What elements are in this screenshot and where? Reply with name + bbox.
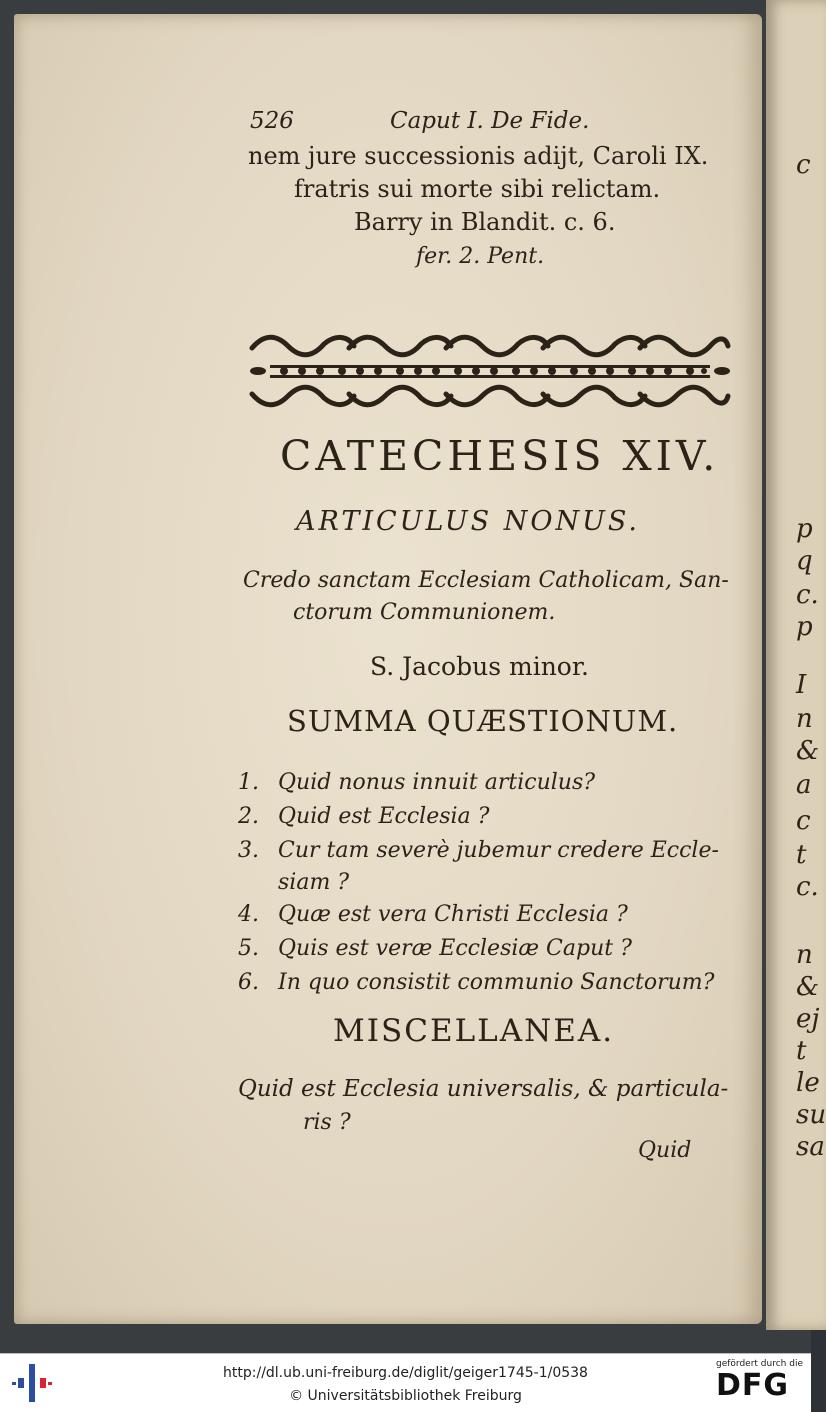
facing-page-fragment: le (796, 1068, 820, 1098)
question-item (238, 970, 714, 995)
citation-line: fer. 2. Pent. (416, 244, 545, 269)
running-title: Caput I. De Fide. (390, 108, 590, 134)
catchword: Quid (638, 1138, 692, 1163)
question-number: 5. (238, 936, 259, 961)
facing-page-fragment: n (796, 704, 813, 734)
facing-page-fragment: a (796, 770, 812, 800)
facing-page-fragment: c. (796, 872, 819, 902)
facing-page-fragment: ej (796, 1004, 820, 1034)
citation-text: Barry in Blandit. c. 6. (354, 208, 616, 236)
creed-line: Credo sanctam Ecclesiam Catholicam, San- (243, 568, 729, 593)
question-text: Quid est Ecclesia ? (278, 804, 490, 829)
question-item (238, 804, 489, 829)
question-text: Quis est veræ Ecclesiæ Caput ? (278, 936, 632, 961)
facing-page-fragment: c (796, 806, 811, 836)
summa-heading: SUMMA QUÆSTIONUM. (287, 704, 679, 738)
question-item (238, 902, 628, 927)
copyright-notice: © Universitätsbibliothek Freiburg (289, 1388, 522, 1404)
dfg-logo: DFG (716, 1368, 790, 1403)
question-number: 4. (238, 902, 259, 927)
question-text: siam ? (278, 870, 350, 895)
facing-page-fragment: c (796, 150, 811, 180)
facing-page-fragment: n (796, 940, 813, 970)
page-number: 526 (250, 108, 294, 134)
question-text: In quo consistit communio Sanctorum? (278, 970, 715, 995)
facing-page-edge (766, 0, 826, 1330)
question-text: Cur tam severè jubemur credere Eccle- (278, 838, 719, 863)
decorative-ornament-band (244, 328, 734, 414)
question-item (238, 936, 632, 961)
question-number: 1. (238, 770, 259, 795)
continuation-line: nem jure successionis adijt, Caroli IX. (248, 142, 709, 170)
facing-page-fragment: su (796, 1100, 826, 1130)
viewer-footer (0, 1353, 811, 1412)
continuation-line: fratris sui morte sibi relictam. (294, 175, 661, 203)
miscellanea-heading: MISCELLANEA. (333, 1013, 615, 1049)
creed-line: ctorum Communionem. (293, 600, 556, 625)
authority-attribution: S. Jacobus minor. (370, 652, 589, 681)
question-number: 6. (238, 970, 259, 995)
facing-page-fragment: sa (796, 1132, 825, 1162)
facing-page-fragment: p (796, 514, 813, 544)
facing-page-fragment: I (796, 670, 807, 700)
facing-page-fragment: & (796, 972, 820, 1002)
miscellanea-question: Quid est Ecclesia universalis, & particula- (238, 1076, 729, 1102)
facing-page-fragment: t (796, 840, 807, 870)
question-number: 2. (238, 804, 259, 829)
articulus-subheading: ARTICULUS NONUS. (296, 506, 640, 537)
funding-note: gefördert durch die (716, 1359, 803, 1369)
citation-line (354, 208, 615, 236)
facing-page-fragment: c. (796, 580, 819, 610)
question-text: Quæ est vera Christi Ecclesia ? (278, 902, 628, 927)
facing-page-fragment: q (796, 546, 813, 576)
question-number: 3. (238, 838, 259, 863)
permalink-url[interactable]: http://dl.ub.uni-freiburg.de/diglit/geiger1745-1/0538 (223, 1365, 588, 1381)
catechesis-heading: CATECHESIS XIV. (280, 432, 720, 480)
question-text: Quid nonus innuit articulus? (278, 770, 596, 795)
facing-page-fragment: & (796, 736, 820, 766)
question-item (238, 838, 719, 863)
miscellanea-question: ris ? (303, 1110, 351, 1135)
facing-page-fragment: p (796, 612, 813, 642)
question-item (238, 770, 595, 795)
question-item (238, 870, 349, 895)
facing-page-fragment: t (796, 1036, 807, 1066)
